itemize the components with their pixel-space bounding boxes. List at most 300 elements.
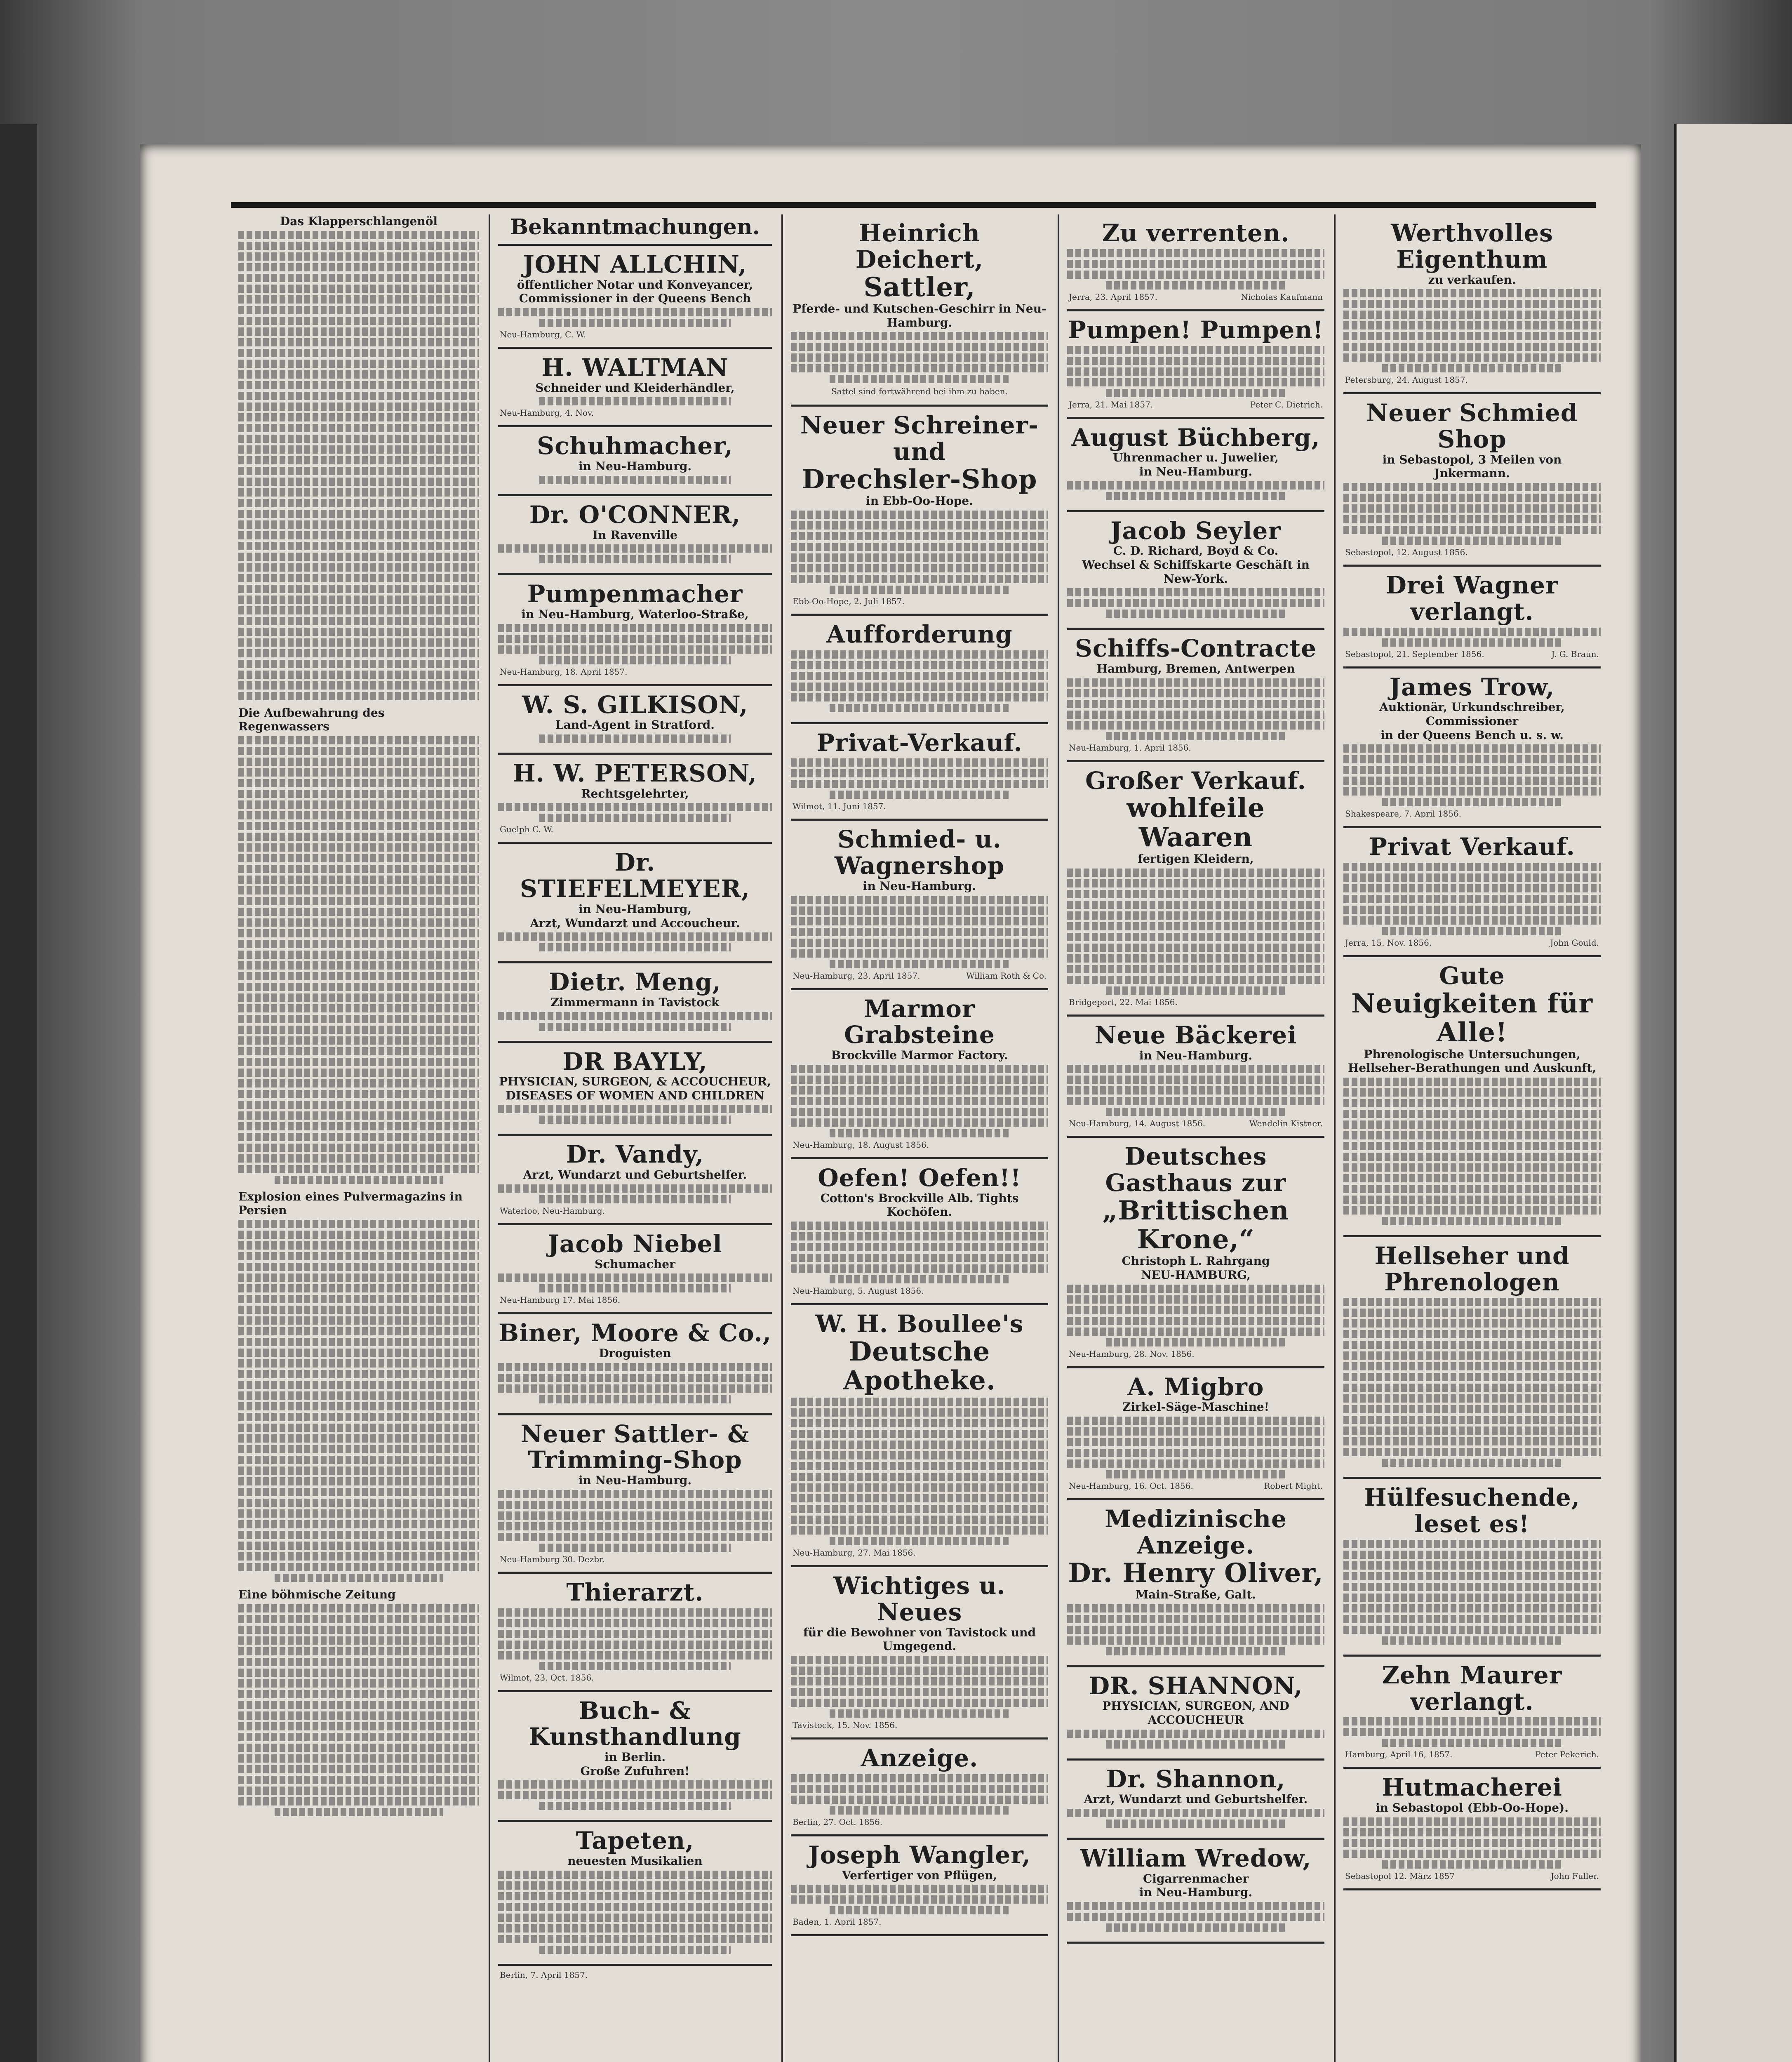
advertisement — [1067, 419, 1324, 512]
text-line — [791, 511, 1048, 519]
text-line — [238, 510, 479, 518]
text-line — [791, 650, 1048, 659]
text-line — [238, 768, 479, 777]
text-line — [1067, 1065, 1324, 1073]
text-line — [238, 800, 479, 809]
ad-owner: William Roth & Co. — [966, 970, 1047, 981]
advertisement — [1067, 214, 1324, 311]
advertisement — [1343, 957, 1601, 1237]
text-line — [830, 1129, 1010, 1137]
text-line — [498, 624, 772, 632]
ad-place-date: Neu-Hamburg, C. W. — [500, 329, 586, 339]
advertisement — [1067, 762, 1324, 1017]
text-line — [1067, 271, 1324, 279]
text-line — [238, 488, 479, 497]
text-line — [1067, 689, 1324, 697]
text-line — [238, 1604, 479, 1612]
text-line — [238, 1690, 479, 1698]
advertisement — [1067, 1667, 1324, 1761]
ad-subtitle: Cigarrenmacher — [1143, 1871, 1249, 1885]
text-line — [1343, 1362, 1601, 1370]
text-line — [791, 1222, 1048, 1230]
ad-place-date: Sebastopol 12. März 1857 — [1345, 1871, 1455, 1881]
text-line — [1067, 1427, 1324, 1436]
text-line — [1067, 954, 1324, 963]
text-line — [498, 1384, 772, 1393]
text-line — [498, 1881, 772, 1890]
text-line — [791, 1483, 1048, 1492]
ad-subtitle: C. D. Richard, Boyd & Co. — [1113, 544, 1279, 558]
text-line — [498, 1105, 772, 1113]
ad-name: JOHN ALLCHIN, — [523, 250, 747, 278]
text-line — [791, 1108, 1048, 1116]
text-line — [238, 1359, 479, 1368]
text-line — [238, 285, 479, 293]
text-line — [1343, 916, 1601, 925]
text-line — [498, 308, 772, 316]
text-line — [238, 360, 479, 368]
text-line — [238, 897, 479, 905]
text-line — [238, 940, 479, 948]
text-line — [238, 1424, 479, 1432]
text-line — [498, 1511, 772, 1520]
text-line — [791, 1398, 1048, 1406]
text-line — [498, 1273, 772, 1282]
text-line — [791, 1895, 1048, 1904]
text-line — [791, 661, 1048, 669]
text-line — [238, 1434, 479, 1443]
advertisement — [791, 821, 1048, 990]
text-line — [1343, 494, 1601, 502]
paragraph-heading: Eine böhmische Zeitung — [238, 1587, 396, 1601]
ad-subtitle: Auktionär, Urkundschreiber, Commissioner — [1379, 700, 1565, 728]
ad-name: Neuer Sattler- & Trimming-Shop — [520, 1419, 750, 1474]
ad-title: „Brittischen Krone,“ — [1102, 1195, 1289, 1255]
text-line — [1067, 869, 1324, 877]
ad-place-date: Neu-Hamburg, 18. August 1856. — [793, 1139, 929, 1150]
text-line — [1343, 1839, 1601, 1847]
advertisement — [498, 246, 772, 349]
ad-subtitle-2: Arzt, Wundarzt und Accoucheur. — [530, 916, 740, 930]
text-line — [238, 854, 479, 862]
text-line — [238, 681, 479, 690]
col2-footer: Berlin, 7. April 1857. — [500, 1970, 588, 1980]
adjacent-page-left — [0, 124, 37, 2062]
text-line — [1343, 1728, 1601, 1736]
text-line — [238, 929, 479, 937]
text-line — [791, 353, 1048, 362]
text-line — [539, 943, 731, 951]
ad-name: Großer Verkauf. — [1085, 766, 1306, 795]
ad-owner: Wendelin Kistner. — [1249, 1118, 1323, 1129]
text-line — [238, 1669, 479, 1677]
text-line — [1343, 1319, 1601, 1328]
text-line — [498, 635, 772, 643]
text-line — [1067, 933, 1324, 941]
text-line — [238, 1252, 479, 1260]
advertisement — [498, 1415, 772, 1574]
text-line — [791, 1785, 1048, 1793]
text-line — [238, 779, 479, 787]
text-line — [1067, 367, 1324, 376]
advertisement — [1067, 1368, 1324, 1500]
text-line — [1343, 1099, 1601, 1107]
text-line — [238, 1402, 479, 1410]
text-line — [1343, 1206, 1601, 1215]
text-line — [238, 736, 479, 744]
text-line — [1382, 927, 1562, 935]
text-line — [1343, 1594, 1601, 1602]
ad-subtitle: Schumacher — [595, 1257, 675, 1271]
text-line — [238, 1241, 479, 1250]
column-4 — [1060, 214, 1332, 2062]
text-line — [1067, 1626, 1324, 1634]
ad-subtitle: Verfertiger von Pflügen, — [842, 1868, 997, 1882]
text-line — [238, 822, 479, 830]
text-line — [830, 791, 1010, 799]
ad-subtitle: in Ebb-Oo-Hope. — [866, 494, 973, 508]
ad-name: William Wredow, — [1080, 1844, 1312, 1873]
text-line — [791, 769, 1048, 777]
text-line — [238, 317, 479, 325]
text-line — [238, 1413, 479, 1421]
top-rule — [231, 202, 1596, 208]
text-line — [498, 1374, 772, 1382]
text-line — [1067, 1913, 1324, 1921]
text-line — [238, 1776, 479, 1784]
text-line — [1067, 378, 1324, 386]
ad-name: DR BAYLY, — [562, 1047, 708, 1076]
ad-place-date: Neu-Hamburg, 5. August 1856. — [793, 1285, 924, 1296]
text-line — [791, 364, 1048, 372]
ad-subtitle: In Ravenville — [593, 528, 677, 542]
text-line — [238, 1477, 479, 1485]
ad-subtitle: Pferde- und Kutschen-Geschirr in Neu-Hamburg. — [793, 301, 1047, 330]
ad-name: August Büchberg, — [1071, 423, 1320, 452]
text-line — [1343, 1174, 1601, 1182]
text-line — [791, 917, 1048, 925]
text-line — [1343, 1384, 1601, 1392]
ad-subtitle: Brockville Marmor Factory. — [831, 1048, 1008, 1062]
text-line — [1067, 922, 1324, 930]
ad-subtitle-2: NEU-HAMBURG, — [1141, 1268, 1251, 1282]
ad-subtitle: in Neu-Hamburg. — [578, 1474, 692, 1488]
ad-place-date: Neu-Hamburg 30. Dezbr. — [500, 1554, 605, 1564]
column-separator — [1334, 214, 1336, 2062]
text-line — [238, 1026, 479, 1034]
text-line — [1382, 798, 1562, 806]
text-line — [1067, 1604, 1324, 1612]
text-line — [791, 1526, 1048, 1535]
text-line — [238, 961, 479, 970]
text-line — [1343, 1394, 1601, 1403]
advertisement — [498, 575, 772, 686]
text-line — [539, 1116, 731, 1124]
text-line — [1343, 1426, 1601, 1435]
ad-owner: Nicholas Kaufmann — [1241, 292, 1323, 302]
text-line — [238, 1456, 479, 1464]
text-line — [791, 1408, 1048, 1417]
ad-place-date: Ebb-Oo-Hope, 2. Juli 1857. — [793, 596, 905, 606]
text-line — [498, 1641, 772, 1649]
ad-name: H. W. PETERSON, — [513, 759, 757, 787]
text-line — [830, 1806, 1010, 1815]
text-line — [791, 1774, 1048, 1782]
text-line — [1067, 249, 1324, 257]
ad-name: Zehn Maurer verlangt. — [1382, 1661, 1562, 1716]
text-line — [238, 1488, 479, 1496]
text-line — [238, 1542, 479, 1550]
ad-place-date: Petersburg, 24. August 1857. — [1345, 375, 1468, 385]
text-line — [830, 586, 1010, 594]
ad-place-date: Neu-Hamburg, 14. August 1856. — [1069, 1118, 1206, 1129]
advertisement — [1067, 1017, 1324, 1138]
text-line — [1343, 1717, 1601, 1725]
text-line — [1067, 901, 1324, 909]
text-line — [1067, 1306, 1324, 1314]
text-line — [238, 1273, 479, 1282]
text-line — [498, 1791, 772, 1799]
text-line — [238, 252, 479, 261]
text-line — [238, 1154, 479, 1163]
ad-subtitle: zu verkaufen. — [1428, 273, 1516, 287]
text-line — [1343, 1163, 1601, 1172]
text-line — [498, 1490, 772, 1498]
text-line — [238, 467, 479, 475]
text-line — [1106, 986, 1286, 995]
text-line — [238, 1069, 479, 1077]
advertisement — [498, 1043, 772, 1136]
ad-title: Drechsler-Shop — [802, 464, 1037, 495]
text-line — [1343, 1330, 1601, 1338]
text-line — [791, 1656, 1048, 1664]
advertisement — [791, 1305, 1048, 1568]
advertisement — [498, 1574, 772, 1692]
ad-name: James Trow, — [1389, 673, 1555, 701]
text-line — [1106, 610, 1286, 618]
ad-subtitle-2: Große Zufuhren! — [580, 1764, 690, 1778]
text-line — [791, 564, 1048, 572]
text-line — [238, 1563, 479, 1571]
advertisement — [498, 1136, 772, 1225]
text-line — [791, 1065, 1048, 1073]
text-line — [539, 319, 731, 327]
text-line — [275, 1808, 443, 1816]
ad-place-date: Neu-Hamburg, 23. April 1857. — [793, 970, 920, 981]
text-line — [238, 1079, 479, 1087]
text-line — [498, 645, 772, 654]
text-line — [498, 1608, 772, 1617]
text-line — [1343, 777, 1601, 785]
advertisement — [498, 755, 772, 844]
ad-name: Schmied- u. Wagnershop — [835, 825, 1004, 880]
text-line — [498, 544, 772, 553]
text-line — [791, 1473, 1048, 1481]
text-line — [1067, 481, 1324, 490]
text-line — [238, 424, 479, 432]
text-line — [1067, 1086, 1324, 1095]
text-line — [238, 403, 479, 411]
text-line — [238, 1499, 479, 1507]
text-line — [830, 375, 1010, 383]
ad-subtitle-2: Hellseher-Berathungen und Auskunft, — [1348, 1061, 1597, 1075]
ad-name: Biner, Moore & Co., — [499, 1319, 771, 1347]
column-1 — [231, 214, 487, 2062]
text-line — [1343, 1572, 1601, 1580]
text-line — [238, 983, 479, 991]
text-line — [1343, 311, 1601, 319]
ad-place-date: Jerra, 23. April 1857. — [1069, 292, 1157, 302]
text-line — [791, 780, 1048, 788]
ad-subtitle-2: ACCOUCHEUR — [1148, 1713, 1244, 1727]
text-line — [539, 1195, 731, 1203]
text-line — [1067, 1636, 1324, 1645]
text-line — [791, 1516, 1048, 1524]
text-line — [238, 886, 479, 894]
ad-subtitle: für die Bewohner von Tavistock und Umgegend. — [803, 1625, 1036, 1653]
text-line — [238, 499, 479, 507]
text-line — [238, 1316, 479, 1325]
text-line — [238, 1636, 479, 1645]
text-line — [791, 1796, 1048, 1804]
advertisement — [1343, 567, 1601, 669]
ad-subtitle: in Neu-Hamburg. — [1139, 1048, 1253, 1062]
text-line — [238, 1391, 479, 1400]
ad-place-date: Neu-Hamburg, 28. Nov. 1856. — [1069, 1349, 1195, 1359]
text-line — [238, 1349, 479, 1357]
text-line — [1343, 1142, 1601, 1150]
text-line — [238, 1744, 479, 1752]
ad-subtitle: in Neu-Hamburg. — [578, 459, 692, 473]
ad-name: Marmor Grabsteine — [844, 994, 995, 1049]
text-line — [1106, 1338, 1286, 1346]
text-line — [539, 555, 731, 563]
text-line — [1343, 353, 1601, 362]
ad-place-date: Jerra, 21. Mai 1857. — [1069, 399, 1153, 410]
column-separator — [1058, 214, 1059, 2062]
text-line — [1343, 1373, 1601, 1381]
ad-subtitle: Christoph L. Rahrgang — [1122, 1254, 1270, 1268]
advertisement — [498, 844, 772, 963]
ad-place-date: Sebastopol, 21. September 1856. — [1345, 649, 1484, 659]
ad-place-date: Hamburg, April 16, 1857. — [1345, 1749, 1453, 1760]
text-line — [498, 1871, 772, 1879]
ad-name: A. Migbro — [1127, 1372, 1264, 1401]
text-line — [238, 1047, 479, 1055]
text-line — [238, 263, 479, 271]
text-line — [1067, 346, 1324, 354]
advertisement — [1067, 1500, 1324, 1667]
text-line — [1343, 1604, 1601, 1612]
text-line — [238, 413, 479, 421]
text-line — [1343, 766, 1601, 774]
text-line — [539, 1284, 731, 1292]
advertisement — [1067, 311, 1324, 419]
text-line — [498, 1651, 772, 1659]
ad-subtitle-2: in der Queens Bench u. s. w. — [1380, 728, 1564, 742]
column-5 — [1336, 214, 1608, 2062]
text-line — [1382, 638, 1562, 647]
text-line — [1343, 1850, 1601, 1858]
text-line — [238, 993, 479, 1002]
text-line — [1106, 1470, 1286, 1478]
advertisement — [498, 963, 772, 1043]
text-line — [238, 574, 479, 582]
ad-name: Medizinische Anzeige. — [1105, 1505, 1287, 1559]
text-line — [791, 1699, 1048, 1707]
text-line — [539, 1662, 731, 1670]
text-line — [1343, 526, 1601, 534]
text-line — [238, 660, 479, 668]
text-line — [791, 1885, 1048, 1893]
ad-name: Neuer Schreiner- und — [800, 411, 1039, 466]
text-line — [498, 1522, 772, 1530]
column-separator — [489, 214, 490, 2062]
ad-place-date: Neu-Hamburg, 4. Nov. — [500, 408, 594, 418]
ad-name: Tapeten, — [576, 1827, 694, 1855]
text-line — [539, 1023, 731, 1031]
text-line — [238, 1615, 479, 1623]
text-line — [238, 951, 479, 959]
text-line — [238, 747, 479, 755]
ad-subtitle-2: DISEASES OF WOMEN AND CHILDREN — [506, 1088, 764, 1102]
ad-subtitle: Droguisten — [599, 1346, 671, 1361]
text-line — [1106, 389, 1286, 397]
text-line — [238, 1327, 479, 1335]
text-line — [1106, 1740, 1286, 1749]
text-line — [791, 1505, 1048, 1513]
ad-name: Schuhmacher, — [537, 432, 733, 460]
text-line — [498, 1501, 772, 1509]
ad-name: Privat Verkauf. — [1369, 833, 1575, 861]
column-3 — [783, 214, 1056, 2062]
ad-place-date: Neu-Hamburg, 27. Mai 1856. — [793, 1548, 916, 1558]
text-line — [238, 392, 479, 400]
text-line — [238, 908, 479, 916]
text-line — [275, 1176, 443, 1184]
ad-place-date: Berlin, 27. Oct. 1856. — [793, 1817, 883, 1827]
text-line — [1343, 515, 1601, 523]
text-line — [539, 814, 731, 822]
text-line — [275, 1574, 443, 1582]
text-line — [1343, 1626, 1601, 1634]
text-line — [791, 543, 1048, 551]
text-line — [1343, 744, 1601, 753]
text-line — [238, 876, 479, 884]
advertisement — [1067, 630, 1324, 762]
ad-subtitle: Zirkel-Säge-Maschine! — [1122, 1400, 1270, 1414]
ad-place-date: Wilmot, 23. Oct. 1856. — [500, 1672, 594, 1683]
text-line — [1106, 492, 1286, 500]
text-line — [1343, 1817, 1601, 1826]
advertisement — [1343, 669, 1601, 829]
text-line — [1343, 289, 1601, 297]
text-line — [238, 918, 479, 927]
text-line — [238, 1787, 479, 1795]
advertisement — [1343, 1769, 1601, 1890]
text-line — [791, 1419, 1048, 1427]
text-line — [238, 1338, 479, 1346]
col2-ads — [498, 246, 772, 1966]
ad-subtitle: Cotton's Brockville Alb. Tights Kochöfen. — [820, 1191, 1019, 1219]
text-line — [1382, 1636, 1562, 1645]
ad-name: Drei Wagner verlangt. — [1385, 571, 1559, 626]
text-line — [1067, 721, 1324, 730]
column-separator — [781, 214, 783, 2062]
advertisement — [1343, 214, 1601, 394]
paragraph-heading: Explosion eines Pulvermagazins in Persien — [238, 1189, 463, 1217]
text-line — [238, 628, 479, 636]
